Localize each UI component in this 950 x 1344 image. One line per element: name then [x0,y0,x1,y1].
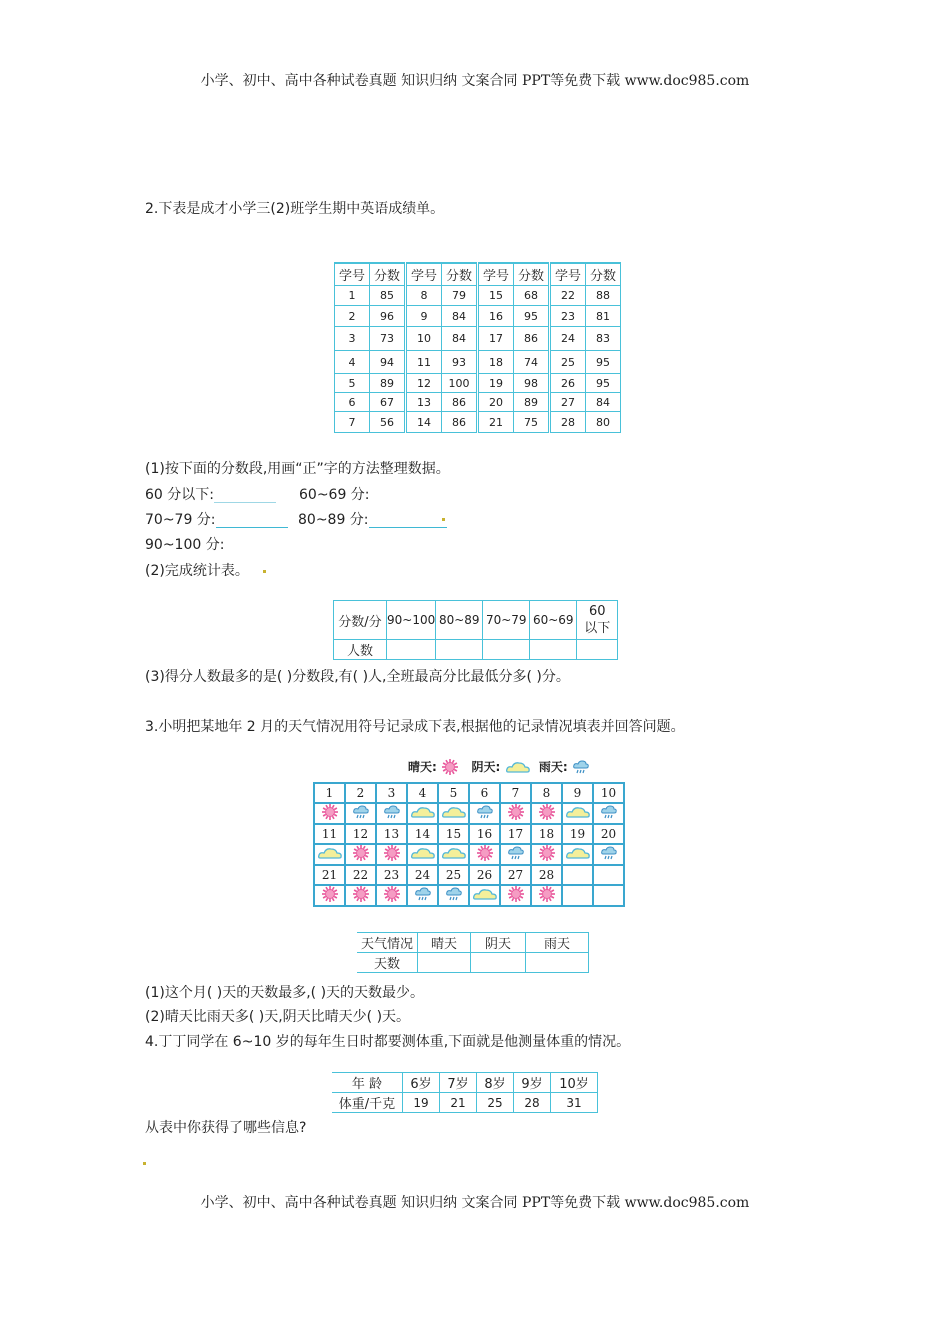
day-number-cell: 19 [562,824,593,844]
day-number-cell: 10 [593,783,624,803]
sunny-icon [441,759,459,773]
cloud-icon [314,844,345,865]
student-id-cell: 7 [335,412,370,433]
segment-below-60 [145,484,276,504]
weight-cell: 28 [514,1093,551,1113]
segment-label: 80~89 分: [298,512,369,528]
score-cell: 89 [370,374,406,393]
stat-answer-cell[interactable] [530,640,577,660]
student-id-cell: 22 [550,286,586,306]
rain-icon [438,885,469,906]
stat-answer-cell[interactable] [387,640,436,660]
cloud-icon [505,759,531,773]
day-number-cell: 20 [593,824,624,844]
rain-icon [593,844,624,865]
score-row [335,374,621,393]
student-id-cell: 27 [550,393,586,412]
weather-day-row [314,824,624,844]
stray-mark [263,570,266,573]
student-id-cell: 2 [335,306,370,327]
sunny-icon [531,844,562,865]
score-cell: 95 [586,374,621,393]
stat-answer-cell[interactable] [436,640,483,660]
rain-icon [500,844,531,865]
segment-80-89 [298,509,447,529]
score-cell: 74 [514,351,550,374]
score-cell: 68 [514,286,550,306]
stat-col-text: 60 [588,604,606,619]
stat-table [333,600,618,660]
student-id-cell: 11 [406,351,442,374]
student-id-cell: 3 [335,327,370,351]
stat-col: 90~100 [387,601,436,640]
day-number-cell: 21 [314,865,345,885]
q4-question: 从表中你获得了哪些信息? [145,1120,307,1136]
day-number-cell: 22 [345,865,376,885]
score-cell: 79 [442,286,478,306]
day-number-cell: 25 [438,865,469,885]
cloud-icon [407,844,438,865]
segment-label: 90~100 分: [145,537,225,553]
score-table [334,262,621,433]
days-row-label: 天数 [357,953,418,973]
legend-sunny: 晴天: [408,760,437,774]
age-cell: 6岁 [403,1073,440,1093]
weather-day-row [314,783,624,803]
weight-head-label: 体重/千克 [332,1093,403,1113]
student-id-cell: 8 [406,286,442,306]
score-cell: 86 [442,393,478,412]
segment-70-79 [145,509,288,529]
score-header-cell: 学号 [478,263,514,286]
day-number-cell: 9 [562,783,593,803]
student-id-cell: 25 [550,351,586,374]
day-number-cell: 14 [407,824,438,844]
score-header-cell: 分数 [586,263,621,286]
score-header-cell: 学号 [335,263,370,286]
weather-icon-row [314,803,624,824]
score-cell: 83 [586,327,621,351]
score-cell: 84 [586,393,621,412]
sunny-icon [531,803,562,824]
weather-day-row [314,865,624,885]
score-cell: 80 [586,412,621,433]
q4-title: 4.丁丁同学在 6~10 岁的每年生日时都要测体重,下面就是他测量体重的情况。 [145,1034,631,1050]
days-answer-cell[interactable] [526,953,589,973]
day-number-cell: 23 [376,865,407,885]
sunny-icon [345,844,376,865]
legend-cloudy: 阴天: [471,760,501,774]
day-number-cell: 15 [438,824,469,844]
weather-table [313,782,625,907]
score-cell: 56 [370,412,406,433]
score-header-cell: 分数 [442,263,478,286]
student-id-cell: 24 [550,327,586,351]
age-cell: 10岁 [551,1073,598,1093]
q2-instruction-1: (1)按下面的分数段,用画“正”字的方法整理数据。 [145,461,450,477]
student-id-cell: 20 [478,393,514,412]
day-number-cell: 5 [438,783,469,803]
student-id-cell: 23 [550,306,586,327]
student-id-cell: 16 [478,306,514,327]
score-cell: 81 [586,306,621,327]
weight-cell: 19 [403,1093,440,1113]
q3-question-1: (1)这个月( )天的天数最多,( )天的天数最少。 [145,985,425,1001]
legend-rainy: 雨天: [538,760,568,774]
day-number-cell: 18 [531,824,562,844]
sunny-icon [500,885,531,906]
empty-cell [593,885,624,906]
day-number-cell: 4 [407,783,438,803]
days-col: 晴天 [418,933,471,953]
q2-instruction-3: (3)得分人数最多的是( )分数段,有( )人,全班最高分比最低分多( )分。 [145,669,570,685]
q2-title: 2.下表是成才小学三(2)班学生期中英语成绩单。 [145,201,445,217]
student-id-cell: 18 [478,351,514,374]
day-number-cell: 2 [345,783,376,803]
score-cell: 94 [370,351,406,374]
score-header-cell: 分数 [370,263,406,286]
score-row [335,306,621,327]
weight-cell: 31 [551,1093,598,1113]
score-cell: 86 [442,412,478,433]
score-cell: 88 [586,286,621,306]
student-id-cell: 13 [406,393,442,412]
stat-answer-cell[interactable] [577,640,618,660]
empty-cell [562,885,593,906]
day-number-cell: 27 [500,865,531,885]
day-number-cell: 11 [314,824,345,844]
score-row [335,327,621,351]
answer-blank[interactable] [369,513,447,528]
day-number-cell: 6 [469,783,500,803]
cloud-icon [438,803,469,824]
score-cell: 100 [442,374,478,393]
sunny-icon [345,885,376,906]
segment-60-69 [299,484,370,504]
weight-table [332,1072,598,1113]
day-number-cell: 28 [531,865,562,885]
score-cell: 95 [586,351,621,374]
score-cell: 95 [514,306,550,327]
page-header: 小学、初中、高中各种试卷真题 知识归纳 文案合同 PPT等免费下载 www.doc985.com [200,73,750,89]
rain-icon [593,803,624,824]
cloud-icon [407,803,438,824]
q3-question-2: (2)晴天比雨天多( )天,阴天比晴天少( )天。 [145,1009,411,1025]
score-cell: 75 [514,412,550,433]
q2-instruction-2: (2)完成统计表。 [145,563,249,579]
segment-label: 60~69 分: [299,487,370,503]
day-number-cell: 7 [500,783,531,803]
student-id-cell: 12 [406,374,442,393]
day-number-cell: 12 [345,824,376,844]
day-number-cell: 26 [469,865,500,885]
weight-cell: 25 [477,1093,514,1113]
score-cell: 86 [514,327,550,351]
student-id-cell: 5 [335,374,370,393]
sunny-icon [376,844,407,865]
score-row [335,393,621,412]
cloud-icon [562,803,593,824]
student-id-cell: 9 [406,306,442,327]
day-number-cell: 8 [531,783,562,803]
sunny-icon [469,844,500,865]
day-number-cell: 24 [407,865,438,885]
stat-head-label: 分数/分 [334,601,387,640]
stat-col: 60~69 [530,601,577,640]
score-cell: 89 [514,393,550,412]
sunny-icon [531,885,562,906]
day-number-cell: 1 [314,783,345,803]
score-cell: 67 [370,393,406,412]
weight-cell: 21 [440,1093,477,1113]
age-cell: 7岁 [440,1073,477,1093]
day-number-cell: 3 [376,783,407,803]
stat-col-text: 以下 [584,621,611,636]
student-id-cell: 28 [550,412,586,433]
days-col: 雨天 [526,933,589,953]
stray-mark [143,1162,146,1165]
weather-icon-row [314,885,624,906]
weather-days-table [357,932,589,973]
days-answer-cell[interactable] [471,953,526,973]
day-number-cell: 16 [469,824,500,844]
day-number-cell [562,865,593,885]
rain-icon [376,803,407,824]
age-cell: 8岁 [477,1073,514,1093]
student-id-cell: 21 [478,412,514,433]
rain-icon [345,803,376,824]
rain-icon [407,885,438,906]
score-cell: 96 [370,306,406,327]
cloud-icon [562,844,593,865]
score-row [335,412,621,433]
weather-icon-row [314,844,624,865]
segment-label: 70~79 分: [145,512,216,528]
stat-row-label: 人数 [334,640,387,660]
stat-col-below-60 [577,601,618,640]
score-cell: 98 [514,374,550,393]
student-id-cell: 1 [335,286,370,306]
sunny-icon [314,803,345,824]
day-number-cell [593,865,624,885]
student-id-cell: 6 [335,393,370,412]
score-cell: 84 [442,306,478,327]
stat-col: 80~89 [436,601,483,640]
page-footer: 小学、初中、高中各种试卷真题 知识归纳 文案合同 PPT等免费下载 www.doc985.com [200,1195,750,1211]
sunny-icon [500,803,531,824]
segment-90-100 [145,534,224,554]
weight-head-age: 年 龄 [332,1073,403,1093]
sunny-icon [314,885,345,906]
student-id-cell: 10 [406,327,442,351]
segment-label: 60 分以下: [145,487,214,503]
student-id-cell: 19 [478,374,514,393]
score-header-cell: 分数 [514,263,550,286]
student-id-cell: 14 [406,412,442,433]
student-id-cell: 26 [550,374,586,393]
score-cell: 85 [370,286,406,306]
age-cell: 9岁 [514,1073,551,1093]
stat-answer-cell[interactable] [483,640,530,660]
days-head-label: 天气情况 [357,933,418,953]
rain-icon [572,759,590,773]
stray-mark [442,518,445,521]
score-header-cell: 学号 [406,263,442,286]
day-number-cell: 13 [376,824,407,844]
score-row [335,351,621,374]
answer-blank[interactable] [214,488,276,503]
cloud-icon [469,885,500,906]
score-cell: 93 [442,351,478,374]
cloud-icon [438,844,469,865]
student-id-cell: 4 [335,351,370,374]
score-header-cell: 学号 [550,263,586,286]
score-row [335,286,621,306]
days-col: 阴天 [471,933,526,953]
score-cell: 84 [442,327,478,351]
stat-col: 70~79 [483,601,530,640]
rain-icon [469,803,500,824]
score-cell: 73 [370,327,406,351]
day-number-cell: 17 [500,824,531,844]
student-id-cell: 17 [478,327,514,351]
student-id-cell: 15 [478,286,514,306]
days-answer-cell[interactable] [418,953,471,973]
answer-blank[interactable] [216,513,288,528]
q3-title: 3.小明把某地年 2 月的天气情况用符号记录成下表,根据他的记录情况填表并回答问题。 [145,719,685,735]
weather-legend [408,758,590,775]
sunny-icon [376,885,407,906]
